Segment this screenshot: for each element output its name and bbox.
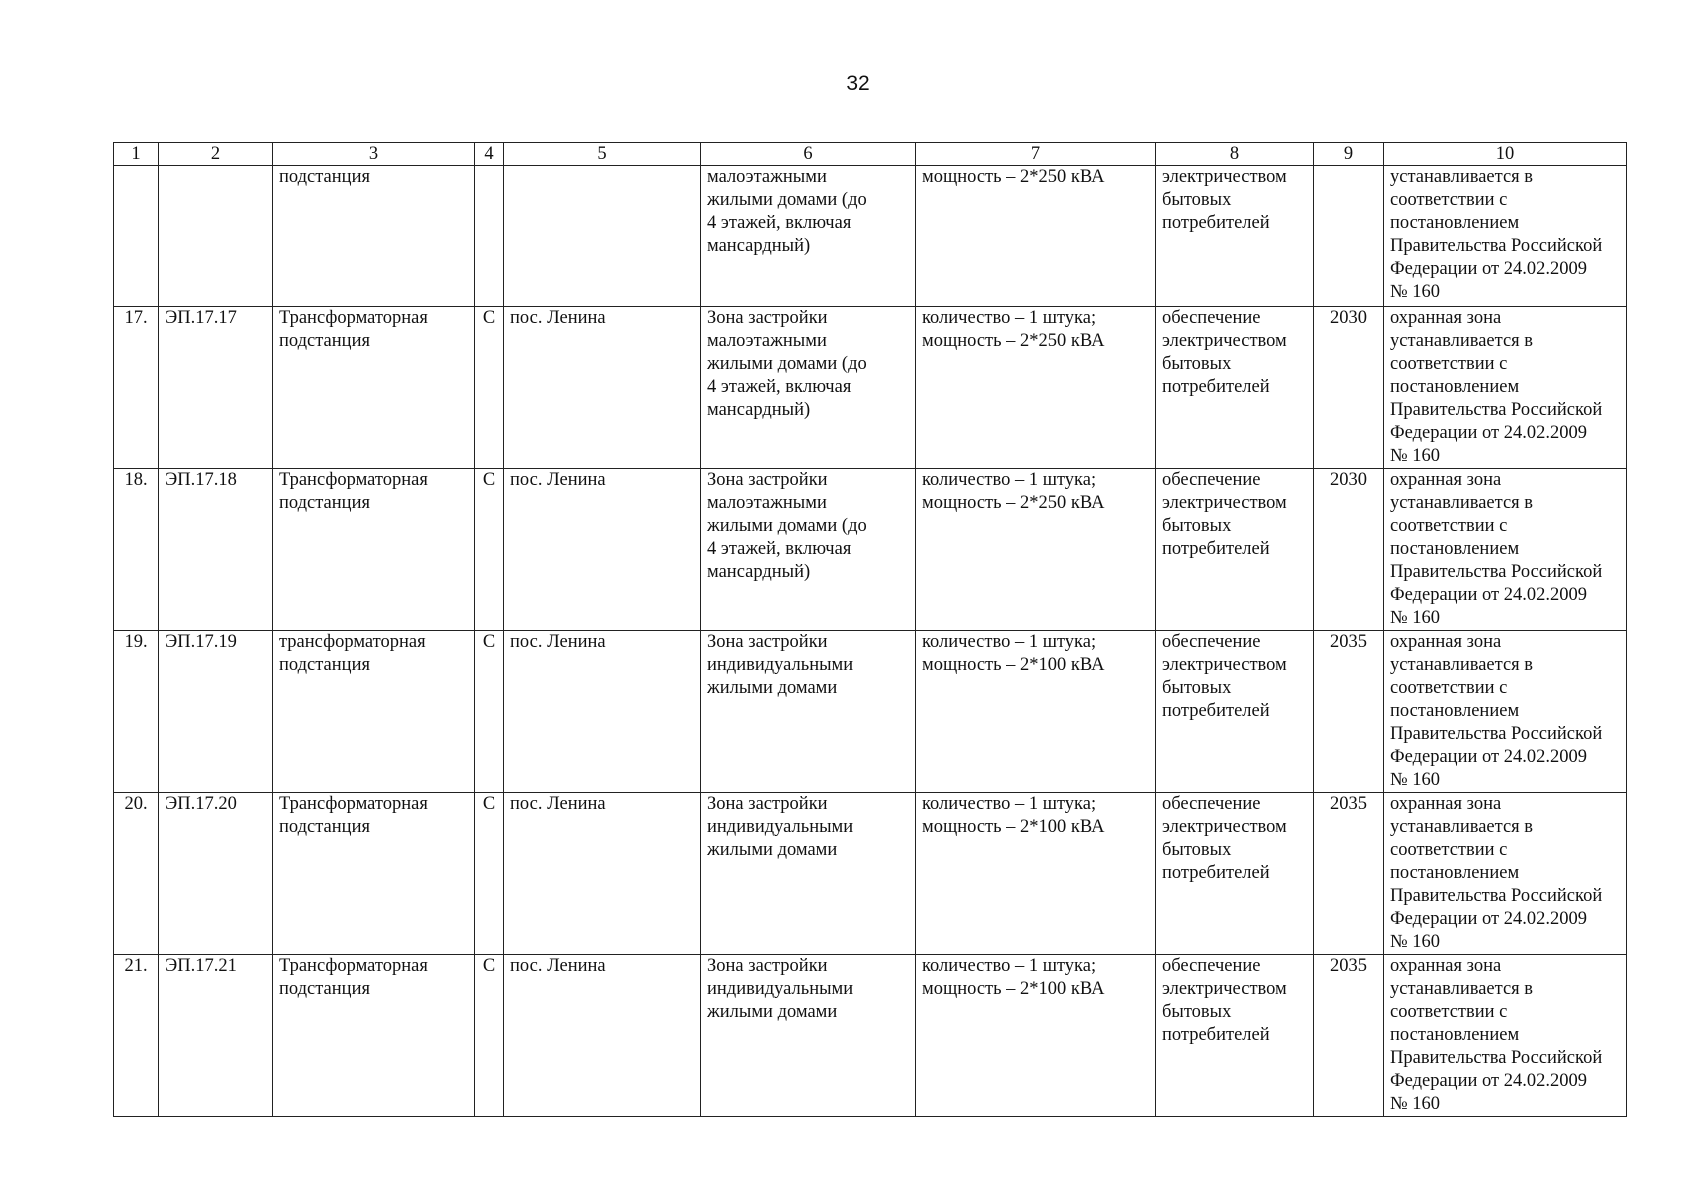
cell-name: трансформаторная подстанция [273,631,475,793]
cell-code: ЭП.17.19 [159,631,273,793]
cell-purpose: обеспечение электричеством бытовых потребителей [1156,793,1314,955]
cell-index [114,166,159,307]
cell-zone: Зона застройки малоэтажными жилыми домами (до 4 этажей, включая мансардный) [701,469,916,631]
cell-status: С [475,631,504,793]
cell-code: ЭП.17.20 [159,793,273,955]
cell-zone: Зона застройки малоэтажными жилыми домами (до 4 этажей, включая мансардный) [701,307,916,469]
cell-year: 2030 [1314,469,1384,631]
page-number: 32 [846,72,870,95]
table-row [114,631,1627,793]
cell-code: ЭП.17.17 [159,307,273,469]
cell-name: Трансформаторная подстанция [273,793,475,955]
cell-zone: Зона застройки индивидуальными жилыми домами [701,631,916,793]
cell-purpose: обеспечение электричеством бытовых потребителей [1156,469,1314,631]
cell-location: пос. Ленина [504,955,701,1117]
table-row [114,469,1627,631]
column-header: 9 [1314,143,1384,166]
cell-location: пос. Ленина [504,307,701,469]
cell-year: 2030 [1314,307,1384,469]
table-header-row [114,143,1627,166]
cell-characteristics: количество – 1 штука; мощность – 2*250 кВА [916,469,1156,631]
column-header: 10 [1384,143,1627,166]
cell-index: 18. [114,469,159,631]
column-header: 1 [114,143,159,166]
cell-index: 20. [114,793,159,955]
cell-protection-zone: охранная зона устанавливается в соответствии с постановлением Правительства Российской Федерации от 24.02.2009 № 160 [1384,793,1627,955]
cell-protection-zone: охранная зона устанавливается в соответствии с постановлением Правительства Российской Федерации от 24.02.2009 № 160 [1384,469,1627,631]
column-header: 4 [475,143,504,166]
column-header: 6 [701,143,916,166]
cell-location: пос. Ленина [504,793,701,955]
cell-year: 2035 [1314,955,1384,1117]
cell-index: 17. [114,307,159,469]
cell-status: С [475,307,504,469]
cell-purpose: обеспечение электричеством бытовых потребителей [1156,631,1314,793]
cell-name: Трансформаторная подстанция [273,307,475,469]
cell-index: 21. [114,955,159,1117]
cell-zone: малоэтажными жилыми домами (до 4 этажей, включая мансардный) [701,166,916,307]
cell-status: С [475,955,504,1117]
cell-zone: Зона застройки индивидуальными жилыми домами [701,955,916,1117]
cell-characteristics: количество – 1 штука; мощность – 2*100 кВА [916,955,1156,1117]
table-row-continuation [114,166,1627,307]
cell-purpose: электричеством бытовых потребителей [1156,166,1314,307]
cell-characteristics: количество – 1 штука; мощность – 2*100 кВА [916,793,1156,955]
cell-status: С [475,793,504,955]
cell-characteristics: количество – 1 штука; мощность – 2*100 кВА [916,631,1156,793]
cell-name: Трансформаторная подстанция [273,469,475,631]
cell-location: пос. Ленина [504,469,701,631]
table-row [114,307,1627,469]
column-header: 5 [504,143,701,166]
column-header: 8 [1156,143,1314,166]
cell-code: ЭП.17.18 [159,469,273,631]
cell-location [504,166,701,307]
cell-status [475,166,504,307]
column-header: 2 [159,143,273,166]
cell-zone: Зона застройки индивидуальными жилыми домами [701,793,916,955]
cell-location: пос. Ленина [504,631,701,793]
cell-name: подстанция [273,166,475,307]
cell-name: Трансформаторная подстанция [273,955,475,1117]
cell-code: ЭП.17.21 [159,955,273,1117]
cell-protection-zone: охранная зона устанавливается в соответствии с постановлением Правительства Российской Федерации от 24.02.2009 № 160 [1384,955,1627,1117]
cell-purpose: обеспечение электричеством бытовых потребителей [1156,307,1314,469]
cell-protection-zone: охранная зона устанавливается в соответствии с постановлением Правительства Российской Федерации от 24.02.2009 № 160 [1384,631,1627,793]
cell-code [159,166,273,307]
cell-protection-zone: охранная зона устанавливается в соответствии с постановлением Правительства Российской Федерации от 24.02.2009 № 160 [1384,307,1627,469]
table-row [114,793,1627,955]
cell-year [1314,166,1384,307]
column-header: 3 [273,143,475,166]
cell-year: 2035 [1314,793,1384,955]
column-header: 7 [916,143,1156,166]
table-row [114,955,1627,1117]
cell-purpose: обеспечение электричеством бытовых потребителей [1156,955,1314,1117]
cell-characteristics: количество – 1 штука; мощность – 2*250 кВА [916,307,1156,469]
cell-index: 19. [114,631,159,793]
cell-year: 2035 [1314,631,1384,793]
cell-status: С [475,469,504,631]
cell-protection-zone: устанавливается в соответствии с постановлением Правительства Российской Федерации от 24.02.2009 № 160 [1384,166,1627,307]
facilities-table [113,142,1627,1117]
cell-characteristics: мощность – 2*250 кВА [916,166,1156,307]
